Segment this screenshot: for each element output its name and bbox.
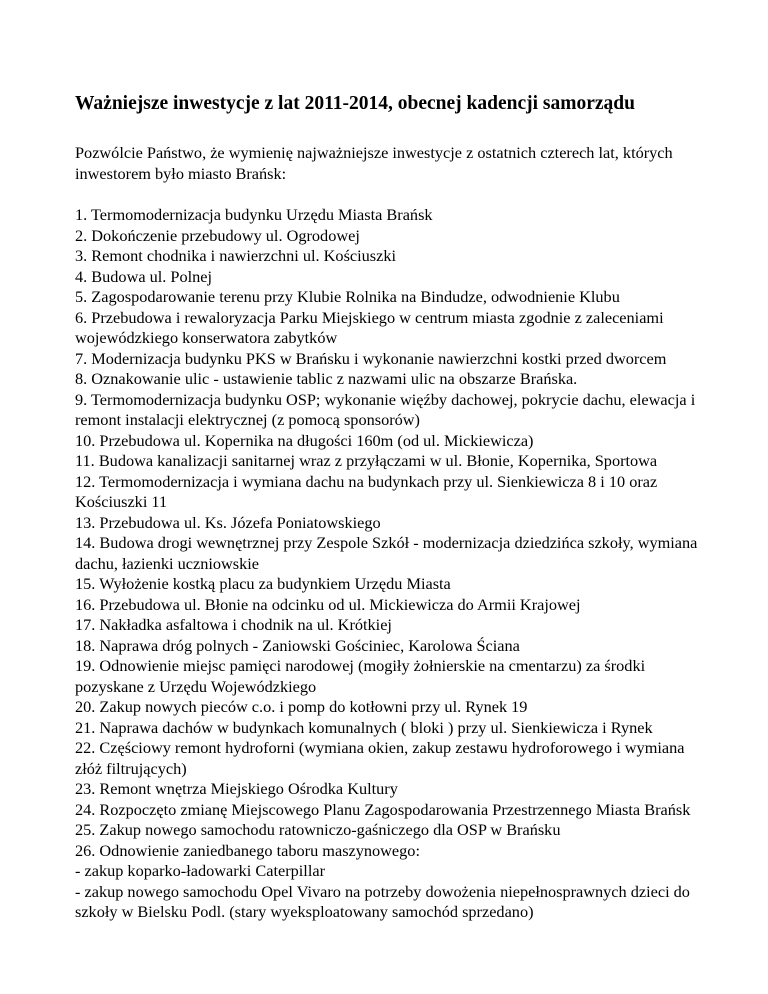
list-item: - zakup koparko-ładowarki Caterpillar (75, 861, 325, 880)
list-item: 19. Odnowienie miejsc pamięci narodowej (mogiły żołnierskie na cmentarzu) za środki pozyskane z Urzędu Wojewódzkiego (75, 656, 646, 696)
list-item: 12. Termomodernizacja i wymiana dachu na budynkach przy ul. Sienkiewicza 8 i 10 oraz Kościuszki 11 (75, 471, 658, 511)
list-item: 10. Przebudowa ul. Kopernika na długości 160m (od ul. Mickiewicza) (75, 430, 534, 450)
investment-list (75, 205, 715, 923)
list-item: 21. Naprawa dachów w budynkach komunalnych ( bloki ) przy ul. Sienkiewicza i Rynek (75, 717, 653, 737)
list-item: 1. Termomodernizacja budynku Urzędu Miasta Brańsk (75, 205, 433, 224)
list-item: 20. Zakup nowych pieców c.o. i pomp do kotłowni przy ul. Rynek 19 (75, 697, 528, 716)
list-item: 5. Zagospodarowanie terenu przy Klubie Rolnika na Bindudze, odwodnienie Klubu (75, 287, 620, 306)
list-item: 9. Termomodernizacja budynku OSP; wykonanie więźby dachowej, pokrycie dachu, elewacja i remont instalacji elektrycznej (z pomocą sponsorów) (75, 389, 696, 429)
list-item: 13. Przebudowa ul. Ks. Józefa Poniatowskiego (75, 512, 381, 532)
list-item: 24. Rozpoczęto zmianę Miejscowego Planu Zagospodarowania Przestrzennego Miasta Brańsk (75, 799, 691, 819)
list-item: 15. Wyłożenie kostką placu za budynkiem Urzędu Miasta (75, 574, 451, 593)
list-item: 11. Budowa kanalizacji sanitarnej wraz z przyłączami w ul. Błonie, Kopernika, Sportowa (75, 451, 658, 470)
list-item: 16. Przebudowa ul. Błonie na odcinku od ul. Mickiewicza do Armii Krajowej (75, 594, 581, 614)
list-item: 18. Naprawa dróg polnych - Zaniowski Gościniec, Karolowa Ściana (75, 635, 520, 655)
list-item: 7. Modernizacja budynku PKS w Brańsku i wykonanie nawierzchni kostki przed dworcem (75, 348, 667, 368)
list-item: 23. Remont wnętrza Miejskiego Ośrodka Kultury (75, 779, 398, 798)
list-item: 26. Odnowienie zaniedbanego taboru maszynowego: (75, 840, 420, 860)
intro-paragraph: Pozwólcie Państwo, że wymienię najważniejsze inwestycje z ostatnich czterech lat, których inwestorem było miasto Brańsk: (75, 143, 673, 183)
list-item: 17. Nakładka asfaltowa i chodnik na ul. Krótkiej (75, 615, 392, 634)
list-item: 25. Zakup nowego samochodu ratowniczo-gaśniczego dla OSP w Brańsku (75, 820, 561, 839)
list-item: 6. Przebudowa i rewaloryzacja Parku Miejskiego w centrum miasta zgodnie z zaleceniami wojewódzkiego konserwatora zabytków (75, 307, 664, 347)
list-item: - zakup nowego samochodu Opel Vivaro na potrzeby dowożenia niepełnosprawnych dzieci do szkoły w Bielsku Podl. (stary wyeksploatowany samochód sprzedano) (75, 881, 690, 921)
document-title: Ważniejsze inwestycje z lat 2011-2014, obecnej kadencji samorządu (75, 93, 635, 114)
list-item: 2. Dokończenie przebudowy ul. Ogrodowej (75, 225, 360, 245)
list-item: 14. Budowa drogi wewnętrznej przy Zespole Szkół - modernizacja dziedzińca szkoły, wymiana dachu, łazienki uczniowskie (75, 533, 698, 573)
list-item: 8. Oznakowanie ulic - ustawienie tablic z nazwami ulic na obszarze Brańska. (75, 369, 578, 388)
list-item: 3. Remont chodnika i nawierzchni ul. Kościuszki (75, 246, 397, 265)
list-item: 4. Budowa ul. Polnej (75, 266, 213, 286)
list-item: 22. Częściowy remont hydroforni (wymiana okien, zakup zestawu hydroforowego i wymiana złóż filtrujących) (75, 738, 685, 778)
